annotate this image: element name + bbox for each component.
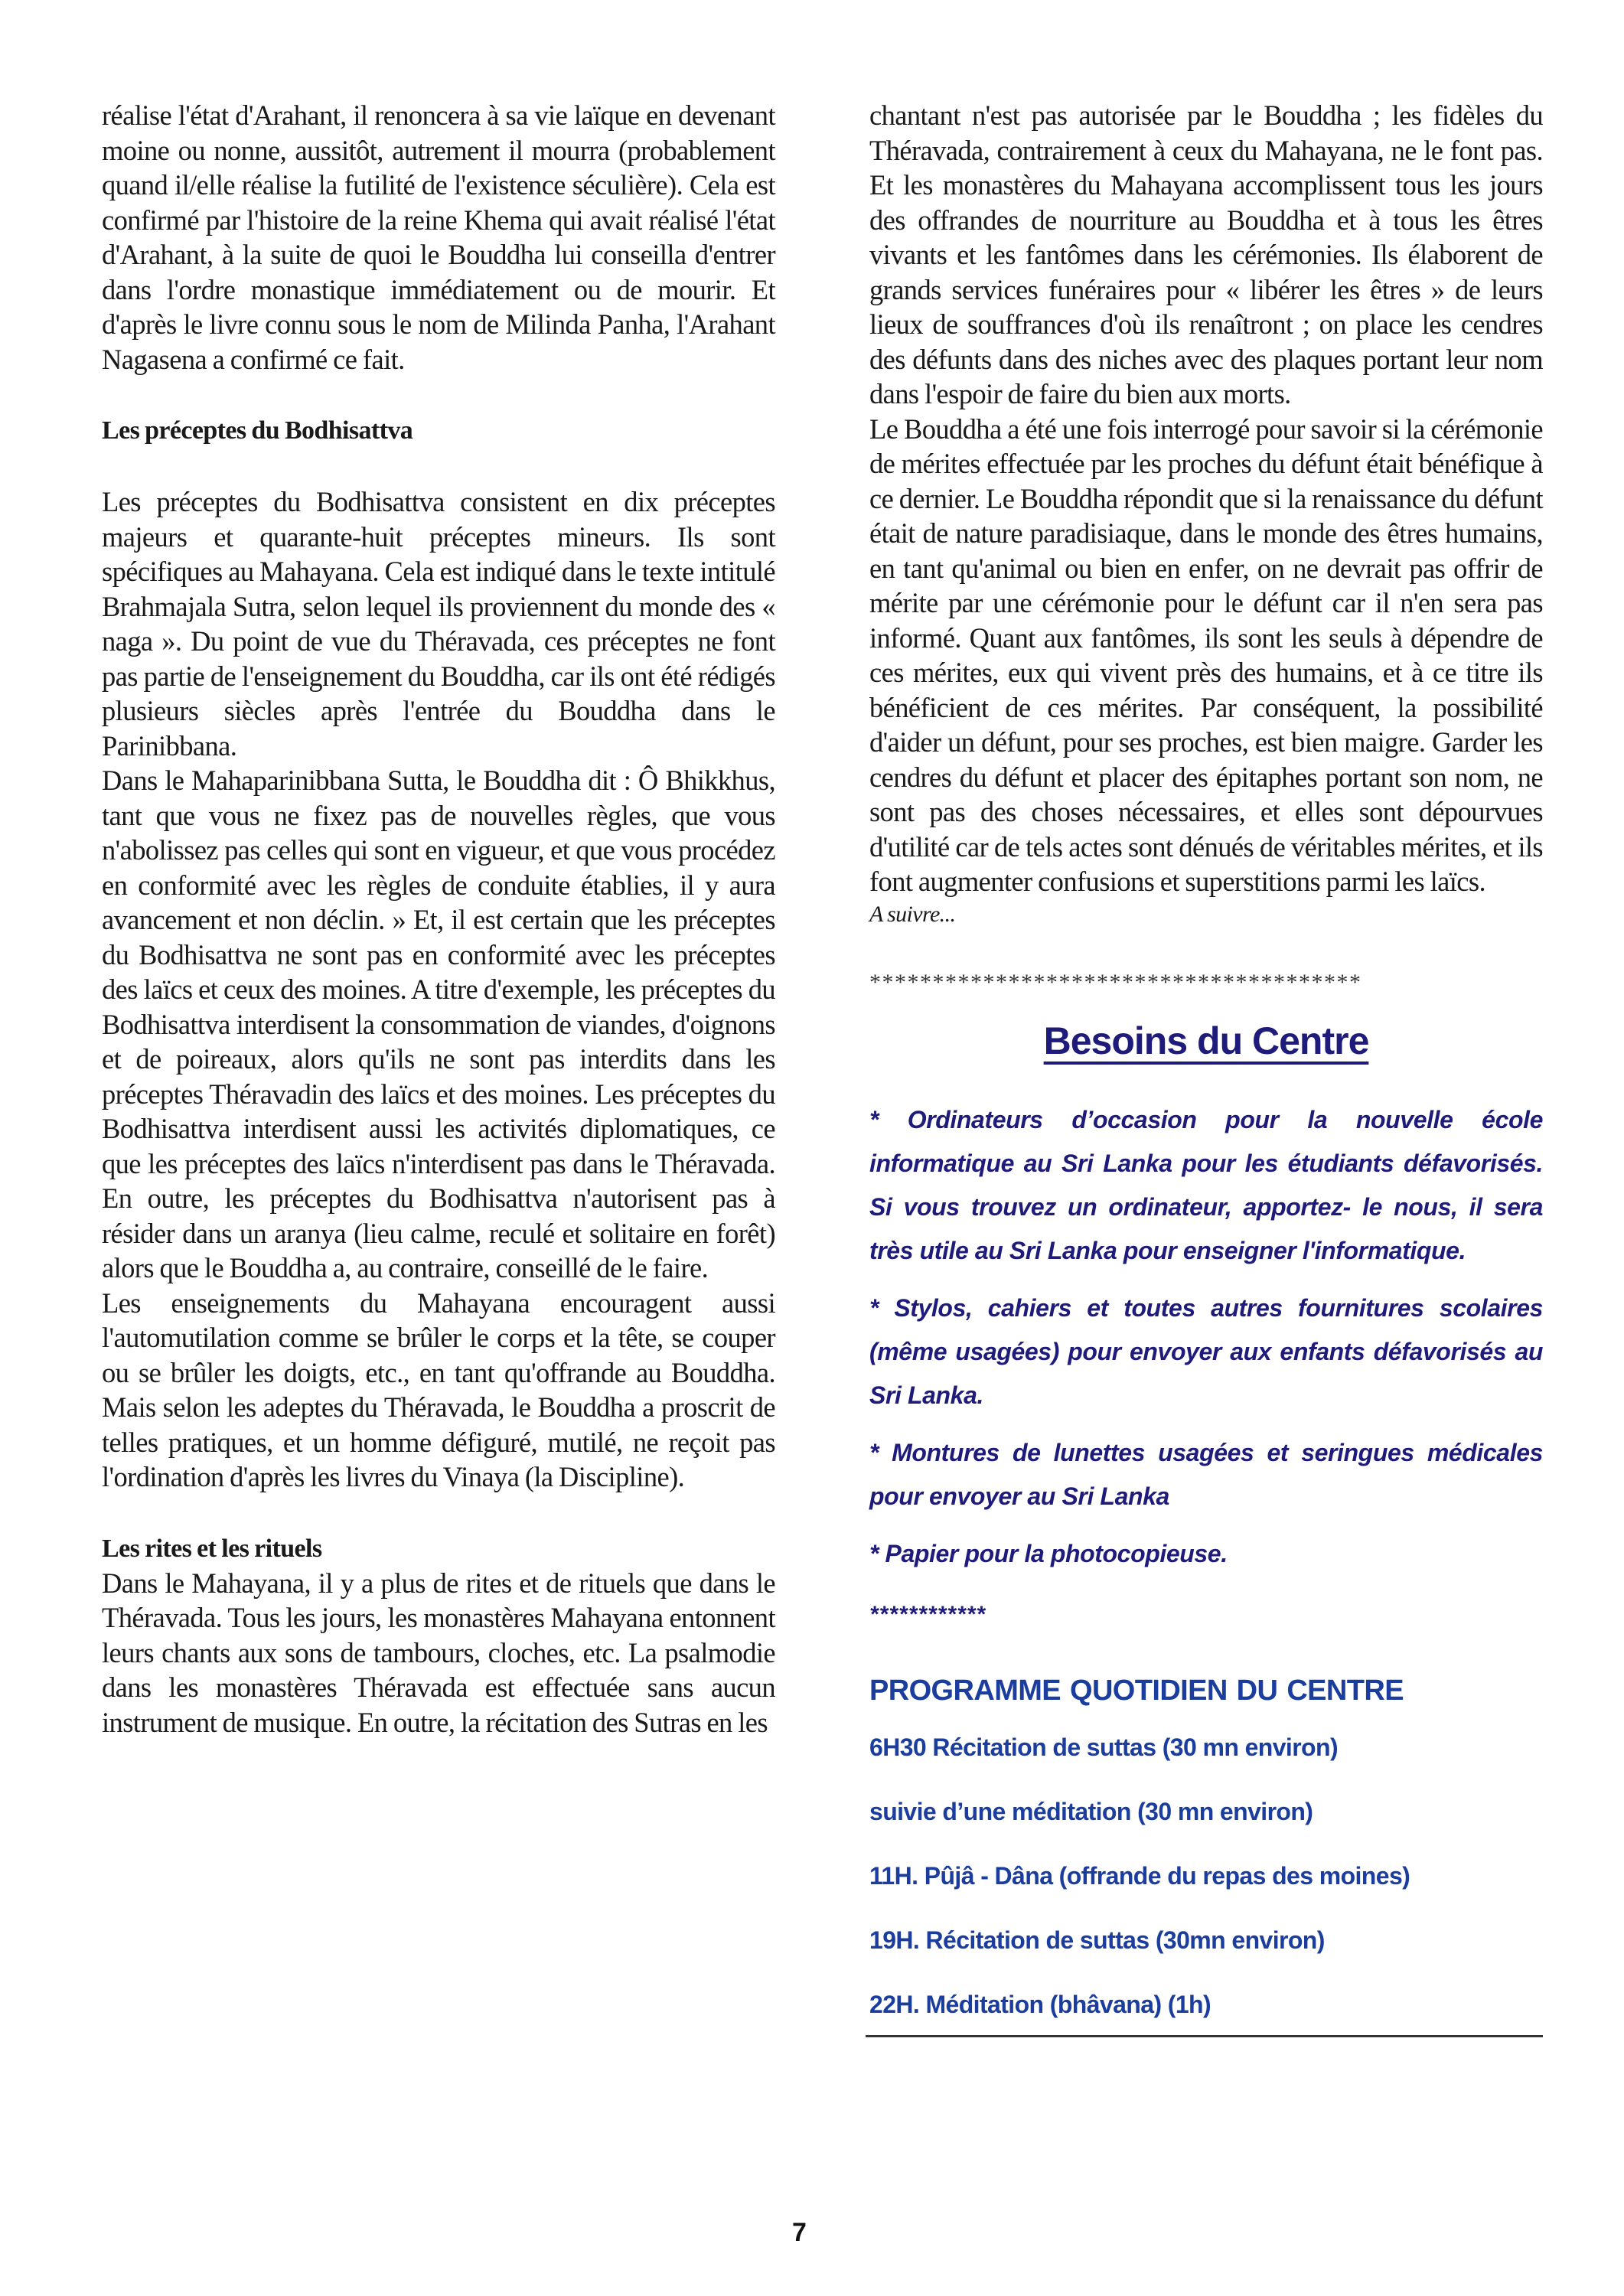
- right-column: [869, 98, 1543, 2037]
- programme-section: [869, 1675, 1543, 2037]
- programme-item: 22H. Méditation (bhâvana) (1h): [869, 1990, 1211, 2018]
- asterisk-separator: ***************************************: [869, 969, 1362, 995]
- left-column: [102, 98, 775, 1740]
- programme-item: 6H30 Récitation de suttas (30 mn environ): [869, 1733, 1339, 1761]
- paragraph-rites: Dans le Mahayana, il y a plus de rites et de rituels que dans le Théravada. Tous les jours, les monastères Mahayana entonnent leurs chants aux sons de tambours, cloches, etc. La psalmodie dans les monastères Théravada est effectuée sans aucun instrument de musique. En outre, la récitation des Sutras en les: [102, 1567, 775, 1738]
- paragraph-preceptes-definition: Les préceptes du Bodhisattva consistent en dix préceptes majeurs et quarante-huit préceptes mineurs. Ils sont spécifiques au Mahayana. Cela est indiqué dans le texte intitulé Brahmajala Sutra, selon lequel ils proviennent du monde des « naga ». Du point de vue du Théravada, ces préceptes ne font pas partie de l'enseignement du Bouddha, car ils ont été rédigés plusieurs siècles après l'entrée du Bouddha dans le Parinibbana.: [102, 486, 775, 762]
- paragraph-merites: Le Bouddha a été une fois interrogé pour savoir si la cérémonie de mérites effectuée par les proches du défunt était bénéfique à ce dernier. Le Bouddha répondit que si la renaissance du défunt était de nature paradisiaque, dans le monde des êtres humains, en tant qu'animal ou bien en enfer, on ne devrait pas offrir de mérite par une cérémonie pour le défunt car il n'en sera pas informé. Quant aux fantômes, ils sont les seuls à dépendre de ces mérites, eux qui vivent près des humains, et à ce titre ils bénéficient de ces mérites. Par conséquent, la possibilité d'aider un défunt, pour ses proches, est bien maigre. Garder les cendres du défunt et placer des épitaphes portant son nom, ne sont pas des choses nécessaires, et elles sont dépourvues d'utilité car de tels actes sont dénués de véritables mérites, et ils font augmenter confusions et superstitions parmi les laïcs.: [869, 413, 1543, 897]
- besoins-list: [869, 1098, 1543, 1636]
- horizontal-rule: [866, 2035, 1543, 2037]
- paragraph-rites-continued: chantant n'est pas autorisée par le Bouddha ; les fidèles du Théravada, contrairement à ceux du Mahayana, ne le font pas. Et les monastères du Mahayana accomplissent tous les jours des offrandes de nourriture au Bouddha et à tous les êtres vivants et les fantômes dans les cérémonies. Ils élaborent de grands services funéraires pour « libérer les êtres » de leurs lieux de souffrances d'où ils renaîtront ; on place les cendres des défunts dans des niches avec des plaques portant leur nom dans l'espoir de faire du bien aux morts.: [869, 99, 1543, 409]
- need-item-papier: * Papier pour la photocopieuse.: [869, 1539, 1228, 1567]
- programme-item: 11H. Pûjâ - Dâna (offrande du repas des moines): [869, 1861, 1410, 1890]
- need-item-fournitures: * Stylos, cahiers et toutes autres fournitures scolaires (même usagées) pour envoyer aux enfants défavorisés au Sri Lanka.: [869, 1293, 1543, 1409]
- paragraph-automutilation: Les enseignements du Mahayana encouragent aussi l'automutilation comme se brûler le corps et la tête, se couper ou se brûler les doigts, etc., en tant qu'offrande au Bouddha. Mais selon les adeptes du Théravada, le Bouddha a proscrit de telles pratiques, et un homme défiguré, mutilé, ne reçoit pas l'ordination d'après les livres du Vinaya (la Discipline).: [102, 1287, 775, 1492]
- heading-preceptes-bodhisattva: Les préceptes du Bodhisattva: [102, 416, 413, 445]
- need-item-lunettes: * Montures de lunettes usagées et seringues médicales pour envoyer au Sri Lanka: [869, 1438, 1543, 1510]
- programme-item: 19H. Récitation de suttas (30mn environ): [869, 1926, 1325, 1954]
- a-suivre-label: A suivre...: [869, 901, 956, 927]
- paragraph-mahaparinibbana: Dans le Mahaparinibbana Sutta, le Bouddha dit : Ô Bhikkhus, tant que vous ne fixez pas de nouvelles règles, que vous n'abolissez pas celles qui sont en vigueur, et que vous procédez en conformité avec les règles de conduite établies, il y aura avancement et non déclin. » Et, il est certain que les préceptes du Bodhisattva ne sont pas en conformité avec les préceptes des laïcs et ceux des moines. A titre d'exemple, les préceptes du Bodhisattva interdisent la consommation de viandes, d'oignons et de poireaux, alors qu'ils ne sont pas interdits dans les préceptes Théravadin des laïcs et des moines. Les préceptes du Bodhisattva interdisent aussi les activités diplomatiques, ce que les préceptes des laïcs n'interdisent pas dans le Théravada. En outre, les préceptes du Bodhisattva n'autorisent pas à résider dans un aranya (lieu calme, reculé et solitaire en forêt) alors que le Bouddha a, au contraire, conseillé de le faire.: [102, 765, 775, 1283]
- programme-list: [869, 1730, 1543, 2021]
- asterisk-separator-short: ************: [869, 1601, 986, 1627]
- heading-rites-rituels: Les rites et les rituels: [102, 1534, 322, 1563]
- paragraph-arahant: réalise l'état d'Arahant, il renoncera à sa vie laïque en devenant moine ou nonne, aussitôt, autrement il mourra (probablement quand il/elle réalise la futilité de l'existence séculière). Cela est confirmé par l'histoire de la reine Khema qui avait réalisé l'état d'Arahant, à la suite de quoi le Bouddha lui conseilla d'entrer dans l'ordre monastique immédiatement ou de mourir. Et d'après le livre connu sous le nom de Milinda Panha, l'Arahant Nagasena a confirmé ce fait.: [102, 99, 775, 375]
- programme-item: suivie d’une méditation (30 mn environ): [869, 1797, 1313, 1825]
- programme-heading: PROGRAMME QUOTIDIEN DU CENTRE: [869, 1674, 1404, 1707]
- besoins-heading: Besoins du Centre: [1043, 1019, 1369, 1062]
- page-number: 7: [792, 2218, 807, 2247]
- need-item-ordinateurs: * Ordinateurs d’occasion pour la nouvelle école informatique au Sri Lanka pour les étudiants défavorisés. Si vous trouvez un ordinateur, apportez- le nous, il sera très utile au Sri Lanka pour enseigner l'informatique.: [869, 1105, 1543, 1264]
